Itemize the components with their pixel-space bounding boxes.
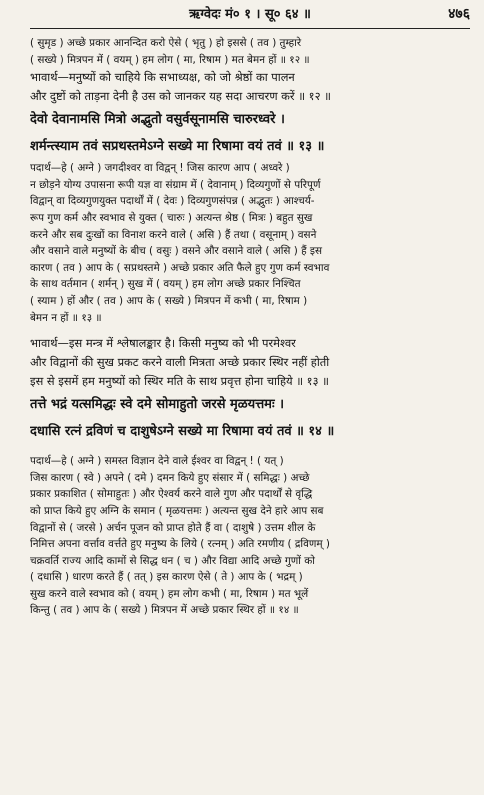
mantra-line: देवो देवानामसि मित्रो अद्भुतो वसुर्वसूनामसि चारुरध्वरे । [30,112,285,128]
running-title: ऋग्वेदः मं० १ । सू० ६४ ॥ [189,7,311,22]
padarth-line: पदार्थ—हे ( अग्ने ) जगदीश्वर वा विद्वन् ! जिस कारण आप ( अध्वरे ) [30,162,290,175]
header-rule [30,28,470,29]
page-header [30,4,470,26]
padarth-line: जिस कारण ( स्वे ) अपने ( दमे ) दमन किये हुए संसार में ( समिद्धः ) अच्छे [30,471,310,484]
padarth-line: पदार्थ—हे ( अग्ने ) समस्त विज्ञान देने वाले ईश्वर वा विद्वन् ! ( यत् ) [30,455,284,468]
padarth-line: करने और सब दुःखों का विनाश करने वाले ( असि ) हैं तथा ( वसूनाम् ) वसने [30,228,317,241]
padarth-line: विद्वान् वा दिव्यगुणयुक्त पदार्थों में ( देवः ) दिव्यगुणसंपन्न ( अद्भुतः ) आश्चर्य- [30,195,315,208]
padarth-line: ( स्याम ) हों और ( तव ) आप के ( सख्ये ) मित्रपन में कभी ( मा, रिषाम ) [30,294,308,307]
padarth-line: बेमन न हों ॥ १३ ॥ [30,311,102,324]
mantra-13 [30,106,470,160]
bhavarth-line: भावार्थ—इस मन्त्र में श्लेषालङ्कार है। किसी मनुष्य को भी परमेश्वर [30,336,296,351]
padarth-13 [30,160,470,326]
bhavarth-line: इस से इसमें हम मनुष्यों को स्थिर मति के साथ प्रवृत्त होना चाहिये ॥ १३ ॥ [30,374,329,389]
bhavarth-line: और विद्वानों की सुख प्रकट करने वाली मित्रता अच्छे प्रकार स्थिर नहीं होती [30,355,330,370]
mantra-14 [30,391,470,445]
padarth-line: विद्वानों से ( जरसे ) अर्चन पूजन को प्राप्त होते हैं वा ( दाशुषे ) उत्तम शील के [30,521,316,534]
padarth-line: निमित्त अपना वर्त्ताव वर्त्तते हुए मनुष्य के लिये ( रत्नम् ) अति रमणीय ( द्रविणम् ) [30,538,330,551]
padarth-line: को प्राप्त किये हुए अग्नि के समान ( मृळयत्तमः ) अत्यन्त सुख देने हारे आप सब [30,504,324,517]
padarth-line: सुख करने वाले स्वभाव को ( वयम् ) हम लोग कभी ( मा, रिषाम ) मत भूलें [30,587,309,600]
continuation-line: ( सख्ये ) मित्रपन में ( वयम् ) हम लोग ( मा, रिषाम ) मत बेमन हों ॥ १२ ॥ [30,53,310,66]
mantra-line: तत्ते भद्रं यत्समिद्धः स्वे दमे सोमाहुतो जरसे मृळयत्तमः । [30,397,285,413]
bhavarth-12 [30,68,470,106]
padarth-line: के साथ वर्तमान ( शर्मन् ) सुख में ( वयम् ) हम लोग अच्छे प्रकार निश्चित [30,278,301,291]
padarth-line: किन्तु ( तव ) आप के ( सख्ये ) मित्रपन में अच्छे प्रकार स्थिर हों ॥ १४ ॥ [30,604,299,617]
padarth-line: रूप गुण कर्म और स्वभाव से युक्त ( चारुः ) अत्यन्त श्रेष्ठ ( मित्रः ) बहुत सुख [30,211,313,224]
padarth-line: कारण ( तव ) आप के ( सप्रथस्तमे ) अच्छे प्रकार अति फैले हुए गुण कर्म स्वभाव [30,261,330,274]
spacer [30,326,470,334]
mantra-line: शर्मन्त्स्याम तवं सप्रथस्तमेऽग्ने सख्ये मा रिषामा वयं तवं ॥ १३ ॥ [30,139,325,155]
padarth-line: न छोड़ने योग्य उपासना रूपी यज्ञ वा संग्राम में ( देवानाम् ) दिव्यगुणों से परिपूर्ण [30,178,321,191]
bhavarth-13 [30,334,470,391]
spacer [30,445,470,453]
bhavarth-line: और दुष्टों को ताड़ना देनी है उस को जानकर यह सदा आचरण करें ॥ १२ ॥ [30,89,331,104]
padarth-line: ( दधासि ) धारण करते हैं ( तत् ) इस कारण ऐसे ( ते ) आप के ( भद्रम् ) [30,571,303,584]
padarth-line: प्रकार प्रकाशित ( सोमाहुतः ) और ऐश्वर्य करने वाले गुण और पदार्थों से वृद्धि [30,488,313,501]
continuation-line: ( सुमृड ) अच्छे प्रकार आनन्दित करो ऐसे ( भृतु ) हो इससे ( तव ) तुम्हारे [30,37,302,49]
padarth-line: चक्रवर्ति राज्य आदि कामों से सिद्ध धन ( च ) और विद्या आदि अच्छे गुणों को [30,554,315,567]
page-number: ४७६ [448,6,470,22]
bhavarth-line: भावार्थ—मनुष्यों को चाहिये कि सभाध्यक्ष, को जो श्रेष्ठों का पालन [30,70,295,85]
padarth-14 [30,453,470,619]
mantra-line: दधासि रत्नं द्रविणं च दाशुषेऽग्ने सख्ये मा रिषामा वयं तवं ॥ १४ ॥ [30,424,335,440]
padarth-line: और वसाने वाले मनुष्यों के बीच ( वसुः ) वसने और वसाने वाले ( असि ) हैं इस [30,245,323,258]
